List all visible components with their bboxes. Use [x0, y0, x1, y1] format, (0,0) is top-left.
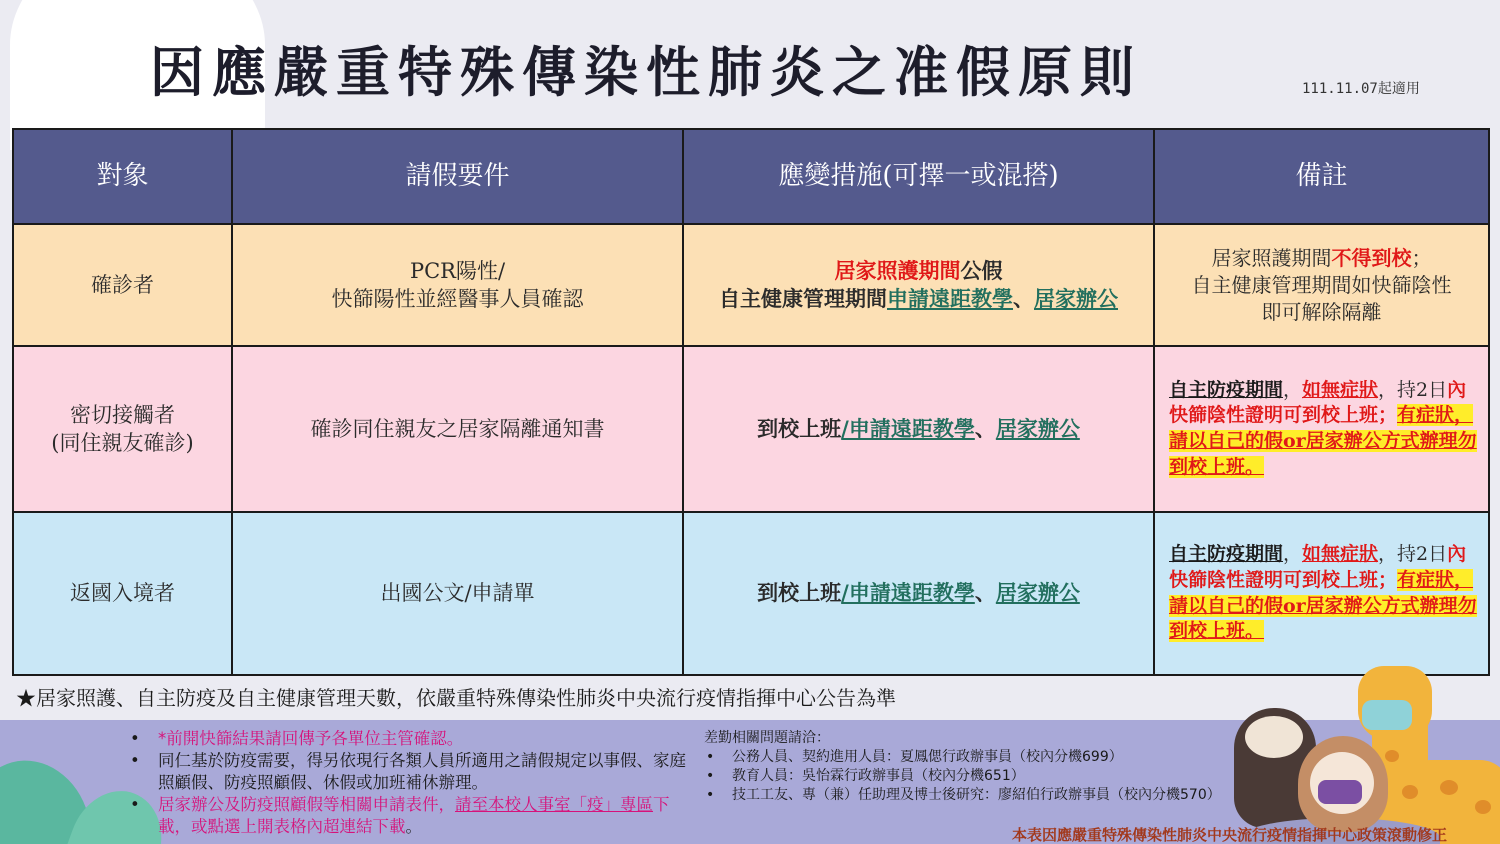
contact-info [704, 729, 1264, 805]
cell-remarks [1154, 224, 1489, 346]
contact-item: • 公務人員、契約進用人員：夏鳳偲行政辦事員（校內分機699） [704, 748, 1264, 767]
header-measures: 應變措施(可擇一或混搭) [683, 129, 1154, 224]
list-item [130, 728, 700, 750]
header-requirement: 請假要件 [232, 129, 683, 224]
remark-no-symptom: 如無症狀 [1302, 543, 1379, 566]
measure-text: 公假 [960, 257, 1003, 283]
leave-policy-table [12, 128, 1490, 676]
mask-illustration [1362, 700, 1412, 730]
remark-red-rest: 內快篩陰性證明可到校上班； [1169, 378, 1467, 427]
cell-measures [683, 224, 1154, 346]
remark-text: ； [1411, 245, 1432, 270]
remark-highlight: 有症狀，請以自己的假or居家辦公方式辦理勿到校上班。 [1169, 568, 1477, 643]
cell-target: 確診者 [13, 224, 232, 346]
sloth-illustration [1245, 716, 1303, 758]
header-remarks: 備註 [1154, 129, 1489, 224]
mask-illustration [1318, 780, 1362, 804]
notice-end: 。 [405, 817, 422, 836]
remark-period: 自主防疫期間 [1169, 543, 1284, 566]
cell-target: 返國入境者 [13, 512, 232, 675]
cell-remarks [1154, 346, 1489, 512]
personnel-office-link[interactable]: 請至本校人事室「疫」專區 [455, 795, 653, 814]
footnote: ★居家照護、自主防疫及自主健康管理天數，依嚴重特殊傳染性肺炎中央流行疫情指揮中心公告為準 [16, 686, 896, 710]
remote-teaching-link[interactable]: /申請遠距教學 [841, 580, 975, 606]
target-line2: (同住親友確診) [51, 431, 194, 455]
measure-prefix: 自主健康管理期間 [719, 286, 887, 311]
remark-text: 居家照護期間 [1211, 245, 1332, 270]
remark-comma: ， [1283, 378, 1303, 401]
cell-requirement: 確診同住親友之居家隔離通知書 [232, 346, 683, 512]
list-item: • 同仁基於防疫需要，得另依現行各類人員所適用之請假規定以事假、家庭照顧假、防疫照顧假、休假或加班補休辦理。 [130, 750, 700, 794]
policy-note: 本表因應嚴重特殊傳染性肺炎中央流行疫情指揮中心政策滾動修正 [1012, 826, 1448, 844]
measure-prefix: 到校上班 [757, 415, 842, 441]
page-title: 因應嚴重特殊傳染性肺炎之准假原則 [150, 40, 1142, 104]
notice-pink: 居家辦公及防疫照顧假等相關申請表件， [158, 795, 455, 814]
remark-plain: ，持2日 [1378, 378, 1448, 401]
cell-remarks [1154, 512, 1489, 675]
home-office-link[interactable]: 居家辦公 [1034, 286, 1118, 311]
remote-teaching-link[interactable]: /申請遠距教學 [841, 415, 975, 441]
giraffe-spot [1440, 780, 1458, 795]
home-office-link[interactable]: 居家辦公 [995, 415, 1080, 441]
requirement-line2: 快篩陽性並經醫事人員確認 [331, 287, 584, 311]
remark-plain: ，持2日 [1378, 543, 1448, 566]
contact-heading: 差勤相關問題請洽： [704, 730, 830, 746]
remark-text: 自主健康管理期間如快篩陰性 [1191, 272, 1452, 297]
cell-requirement: 出國公文/申請單 [232, 512, 683, 675]
remark-red-text: 不得到校 [1331, 245, 1412, 270]
cell-measures [683, 512, 1154, 675]
remark-highlight: 有症狀，請以自己的假or居家辦公方式辦理勿到校上班。 [1169, 404, 1477, 478]
measure-separator: 、 [974, 580, 996, 606]
giraffe-spot [1475, 800, 1491, 814]
table-row-returning-travelers [13, 512, 1489, 675]
contact-item: • 教育人員：吳怡霖行政辦事員（校內分機651） [704, 767, 1264, 786]
requirement-line1: PCR陽性/ [409, 258, 506, 283]
remote-teaching-link[interactable]: 申請遠距教學 [887, 286, 1013, 311]
measure-separator: 、 [974, 415, 996, 441]
contact-item: • 技工工友、專（兼）任助理及博士後研究：廖紹伯行政辦事員（校內分機570） [704, 786, 1264, 805]
table-row-confirmed [13, 224, 1489, 346]
giraffe-spot [1385, 750, 1399, 762]
remark-comma: ， [1283, 543, 1303, 566]
notice-pink: *前開快篩結果請回傳予各單位主管確認。 [158, 729, 464, 748]
cell-requirement [232, 224, 683, 346]
giraffe-spot [1402, 785, 1418, 799]
measure-separator: 、 [1013, 286, 1034, 311]
cell-measures [683, 346, 1154, 512]
target-line1: 密切接觸者 [70, 402, 175, 427]
remark-period: 自主防疫期間 [1169, 378, 1284, 401]
cell-target [13, 346, 232, 512]
table-header-row [13, 129, 1489, 224]
notice-list [130, 728, 700, 838]
remark-no-symptom: 如無症狀 [1302, 378, 1379, 401]
remark-text: 即可解除隔離 [1261, 299, 1382, 324]
remark-red-rest: 內快篩陰性證明可到校上班； [1169, 543, 1467, 591]
home-office-link[interactable]: 居家辦公 [995, 580, 1080, 606]
notice-pink: 下載，或點選上開表格內超連結下載 [158, 795, 670, 836]
measure-prefix: 到校上班 [757, 580, 842, 606]
table-row-close-contact [13, 346, 1489, 512]
effective-date: 111.11.07起適用 [1302, 81, 1420, 97]
list-item [130, 794, 700, 838]
measure-red-text: 居家照護期間 [834, 257, 961, 283]
header-target: 對象 [13, 129, 232, 224]
